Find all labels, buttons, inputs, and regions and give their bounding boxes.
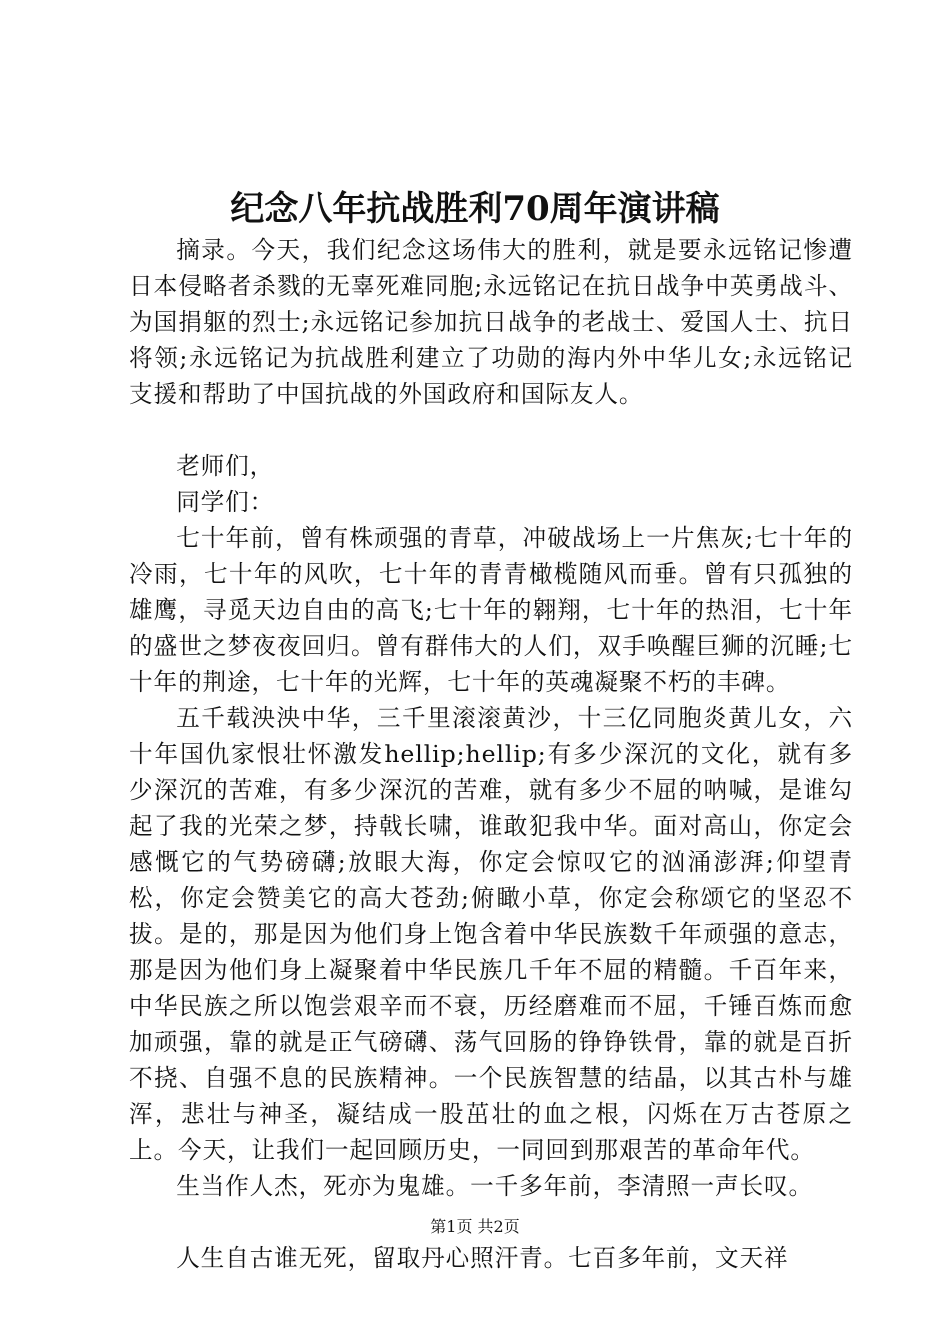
greeting-students: 同学们： <box>176 488 275 516</box>
body-paragraph-4: 人生自古谁无死，留取丹心照汗青。七百多年前，文天祥 <box>176 1244 789 1272</box>
body-paragraph-2: 五千载泱泱中华，三千里滚滚黄沙，十三亿同胞炎黄儿女，六十年国仇家恨壮怀激发hellip;hellip;有多少深沉的文化，就有多少深沉的苦难，有多少深沉的苦难，就有多少不屈的呐喊，是谁勾起了我的光荣之梦，持戟长啸，谁敢犯我中华。面对高山，你定会感慨它的气势磅礴;放眼大海，你定会惊叹它的汹涌澎湃;仰望青松，你定会赞美它的高大苍劲;俯瞰小草，你定会称颂它的坚忍不拔。是的，那是因为他们身上饱含着中华民族数千年顽强的意志，那是因为他们身上凝聚着中华民族几千年不屈的精髓。千百年来，中华民族之所以饱尝艰辛而不衰，历经磨难而不屈，千锤百炼而愈加顽强，靠的就是正气磅礴、荡气回肠的铮铮铁骨，靠的就是百折不挠、自强不息的民族精神。一个民族智慧的结晶，以其古朴与雄浑，悲壮与神圣，凝结成一股茁壮的血之根，闪烁在万古苍原之上。今天，让我们一起回顾历史，一同回到那艰苦的革命年代。 <box>129 704 853 1164</box>
greeting-teachers: 老师们， <box>176 452 275 480</box>
page-number-footer: 第1页 共2页 <box>430 1217 520 1236</box>
document-title: 纪念八年抗战胜利70周年演讲稿 <box>230 189 720 229</box>
paragraph-spacer <box>129 412 853 448</box>
document-body <box>129 232 853 1276</box>
body-paragraph-3: 生当作人杰，死亦为鬼雄。一千多年前，李清照一声长叹。 <box>176 1172 814 1200</box>
abstract-paragraph: 摘录。今天，我们纪念这场伟大的胜利，就是要永远铭记惨遭日本侵略者杀戮的无辜死难同胞;永远铭记在抗日战争中英勇战斗、为国捐躯的烈士;永远铭记参加抗日战争的老战士、爱国人士、抗日将领;永远铭记为抗战胜利建立了功勋的海内外中华儿女;永远铭记支援和帮助了中国抗战的外国政府和国际友人。 <box>129 236 853 408</box>
body-paragraph-1: 七十年前，曾有株顽强的青草，冲破战场上一片焦灰;七十年的冷雨，七十年的风吹，七十年的青青橄榄随风而垂。曾有只孤独的雄鹰，寻觅天边自由的高飞;七十年的翱翔，七十年的热泪，七十年的盛世之梦夜夜回归。曾有群伟大的人们，双手唤醒巨狮的沉睡;七十年的荆途，七十年的光辉，七十年的英魂凝聚不朽的丰碑。 <box>129 524 853 696</box>
